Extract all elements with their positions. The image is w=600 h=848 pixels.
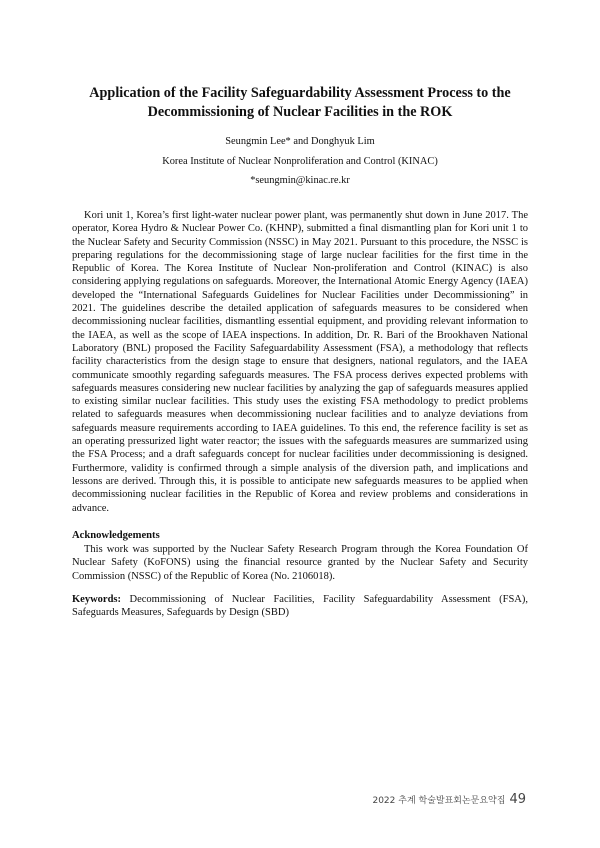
page-footer (372, 792, 526, 807)
acknowledgements-heading: Acknowledgements (72, 530, 160, 541)
author-affiliation: Korea Institute of Nuclear Nonproliferation and Control (KINAC) (162, 156, 438, 167)
page-number: 49 (509, 792, 526, 807)
author-list: Seungmin Lee* and Donghyuk Lim (225, 136, 375, 147)
keywords-section (72, 593, 528, 620)
acknowledgements-body: This work was supported by the Nuclear Safety Research Program through the Korea Foundation Of Nuclear Safety (KoFONS) using the financial resource granted by the Nuclear Safety and Security Commission (NSSC) of the Republic of Korea (No. 2106018). (72, 544, 528, 582)
keywords-text: Decommissioning of Nuclear Facilities, Facility Safeguardability Assessment (FSA), Safeguards Measures, Safeguards by Design (SBD) (72, 594, 528, 619)
keywords-label: Keywords: (72, 594, 121, 605)
proceedings-title: 2022 추계 학술발표회논문요약집 (372, 796, 506, 806)
paper-title: Application of the Facility Safeguardability Assessment Process to the Decommissioning of Nuclear Facilities in the ROK (89, 85, 511, 120)
abstract-body: Kori unit 1, Korea’s first light-water nuclear power plant, was permanently shut down in June 2017. The operator, Korea Hydro & Nuclear Power Co. (KHNP), submitted a final dismantling plan for Kori unit 1 to the Nuclear Safety and Security Commission (NSSC) in May 2021. Pursuant to this procedure, the NSSC is preparing regulations for the decommissioning stage of large nuclear facilities for the first time in the Republic of Korea. The Korea Institute of Nuclear Non-proliferation and Control (KINAC) is also considering applying regulations on safeguards. Moreover, the International Atomic Energy Agency (IAEA) developed the “International Safeguards Guidelines for Nuclear Facilities under Decommissioning” in 2021. The guidelines describe the detailed application of safeguards measures to be considered when decommissioning nuclear facilities, dismantling essential equipment, and providing relevant information to the IAEA, as well as the scope of IAEA inspections. In addition, Dr. R. Bari of the Brookhaven National Laboratory (BNL) proposed the Facility Safeguardability Assessment (FSA), a methodology that reflects facility characteristics from the design stage to ensure that designers, national regulators, and the IAEA communicate smoothly regarding safeguards measures. The FSA process derives expected problems with safeguards measures considering new nuclear facilities by analyzing the gap of safeguards measures applied to existing similar nuclear facilities. This study uses the existing FSA methodology to predict problems related to safeguards measures when decommissioning nuclear facilities and to analyze deviations from safeguards measure requirements according to IAEA guidelines. To this end, the reference facility is set as an operating pressurized light water reactor; the issues with the safeguards measures are summarized using the FSA Process; and a draft safeguards concept for nuclear facilities under decommissioning is designed. Furthermore, validity is confirmed through a simple analysis of the diversion path, and implications and lessons are derived. Through this, it is possible to anticipate new safeguards measures to be applied when decommissioning nuclear facilities in the Republic of Korea and review problems and considerations in advance. (72, 210, 528, 514)
author-email: *seungmin@kinac.re.kr (250, 175, 350, 186)
